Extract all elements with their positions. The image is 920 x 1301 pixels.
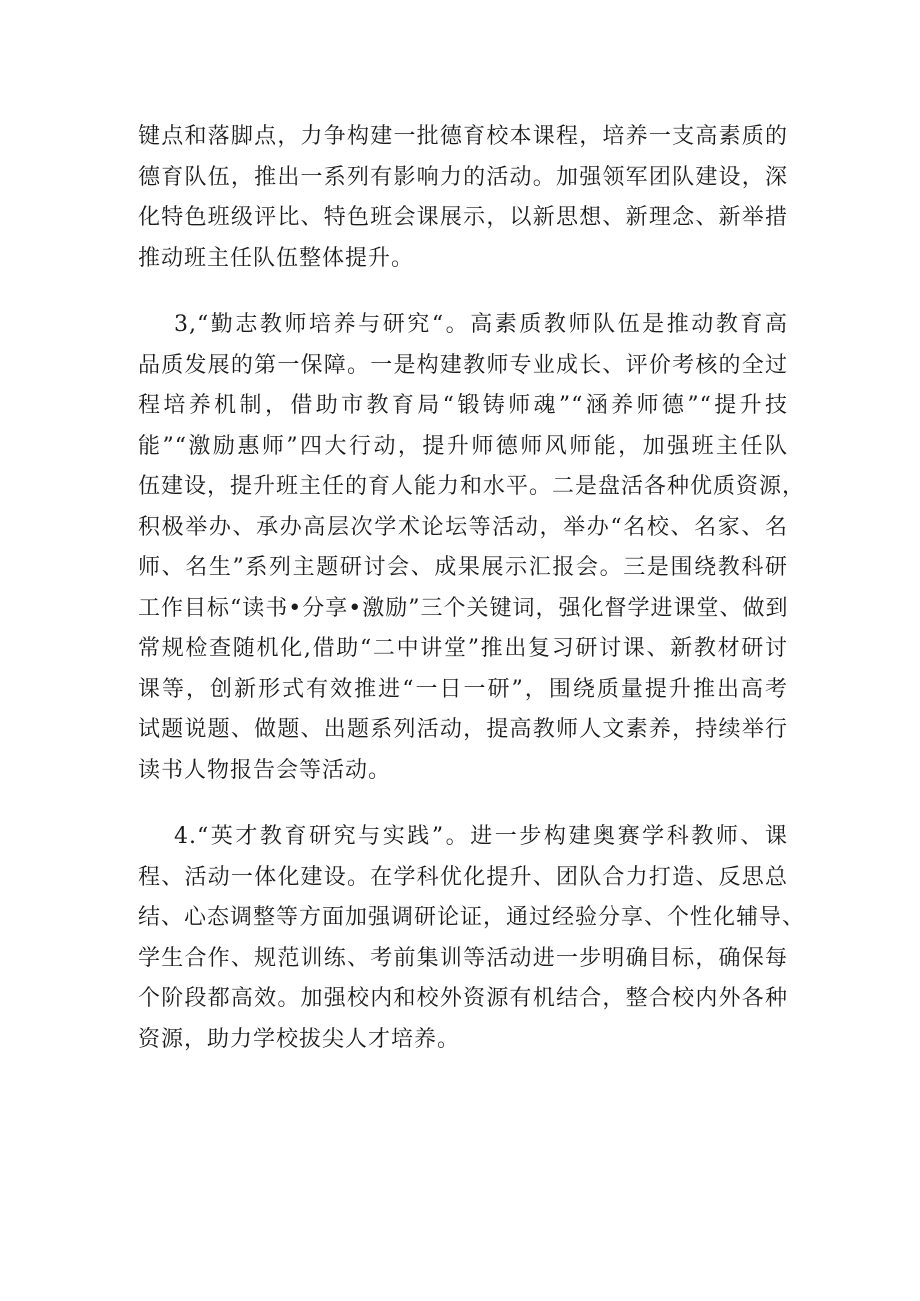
paragraph-teacher-training: [138, 305, 806, 791]
text-line: 读书人物报告会等活动。: [138, 757, 392, 783]
paragraph-continuation: [138, 117, 788, 279]
document-body: [138, 117, 806, 1086]
text-line: 推动班主任队伍整体提升。: [138, 245, 415, 271]
text-line: 能”“激励惠师”四大行动，提升师德师风师能，加强班主任队: [138, 433, 788, 459]
text-line: 德育队伍，推出一系列有影响力的活动。加强领军团队建设，深: [138, 164, 788, 190]
text-line: 常规检查随机化,借助“二中讲堂”推出复习研讨课、新教材研讨: [138, 636, 788, 661]
paragraph-talent-education: [138, 817, 806, 1060]
text-line: 伍建设，提升班主任的育人能力和水平。二是盘活各种优质资源，: [138, 474, 806, 499]
text-line: 师、名生”系列主题研讨会、成果展示汇报会。三是围绕教科研: [138, 555, 788, 580]
text-line: 结、心态调整等方面加强调研论证，通过经验分享、个性化辅导、: [138, 905, 806, 930]
text-line: 程培养机制，借助市教育局“锻铸师魂”“涵养师德”“提升技: [138, 393, 788, 418]
text-line: 4.“英才教育研究与实践”。进一步构建奥赛学科教师、课: [174, 824, 788, 849]
text-line: 程、活动一体化建设。在学科优化提升、团队合力打造、反思总: [138, 864, 788, 890]
text-line: 课等，创新形式有效推进“一日一研”，围绕质量提升推出高考: [138, 676, 788, 702]
text-line: 键点和落脚点，力争构建一批德育校本课程，培养一支高素质的: [138, 124, 788, 149]
text-line: 3,“勤志教师培养与研究“。高素质教师队伍是推动教育高: [174, 312, 788, 337]
text-line: 学生合作、规范训练、考前集训等活动进一步明确目标，确保每: [138, 945, 788, 971]
text-line: 积极举办、承办高层次学术论坛等活动，举办“名校、名家、名: [138, 514, 788, 540]
text-line: 工作目标“读书•分享•激励”三个关键词，强化督学进课堂、做到: [138, 595, 789, 621]
text-line: 试题说题、做题、出题系列活动，提高教师人文素养，持续举行: [138, 717, 788, 742]
text-line: 资源，助力学校拔尖人才培养。: [138, 1026, 461, 1052]
text-line: 品质发展的第一保障。一是构建教师专业成长、评价考核的全过: [138, 352, 788, 378]
text-line: 化特色班级评比、特色班会课展示，以新思想、新理念、新举措: [138, 205, 788, 230]
text-line: 个阶段都高效。加强校内和校外资源有机结合，整合校内外各种: [138, 986, 788, 1011]
